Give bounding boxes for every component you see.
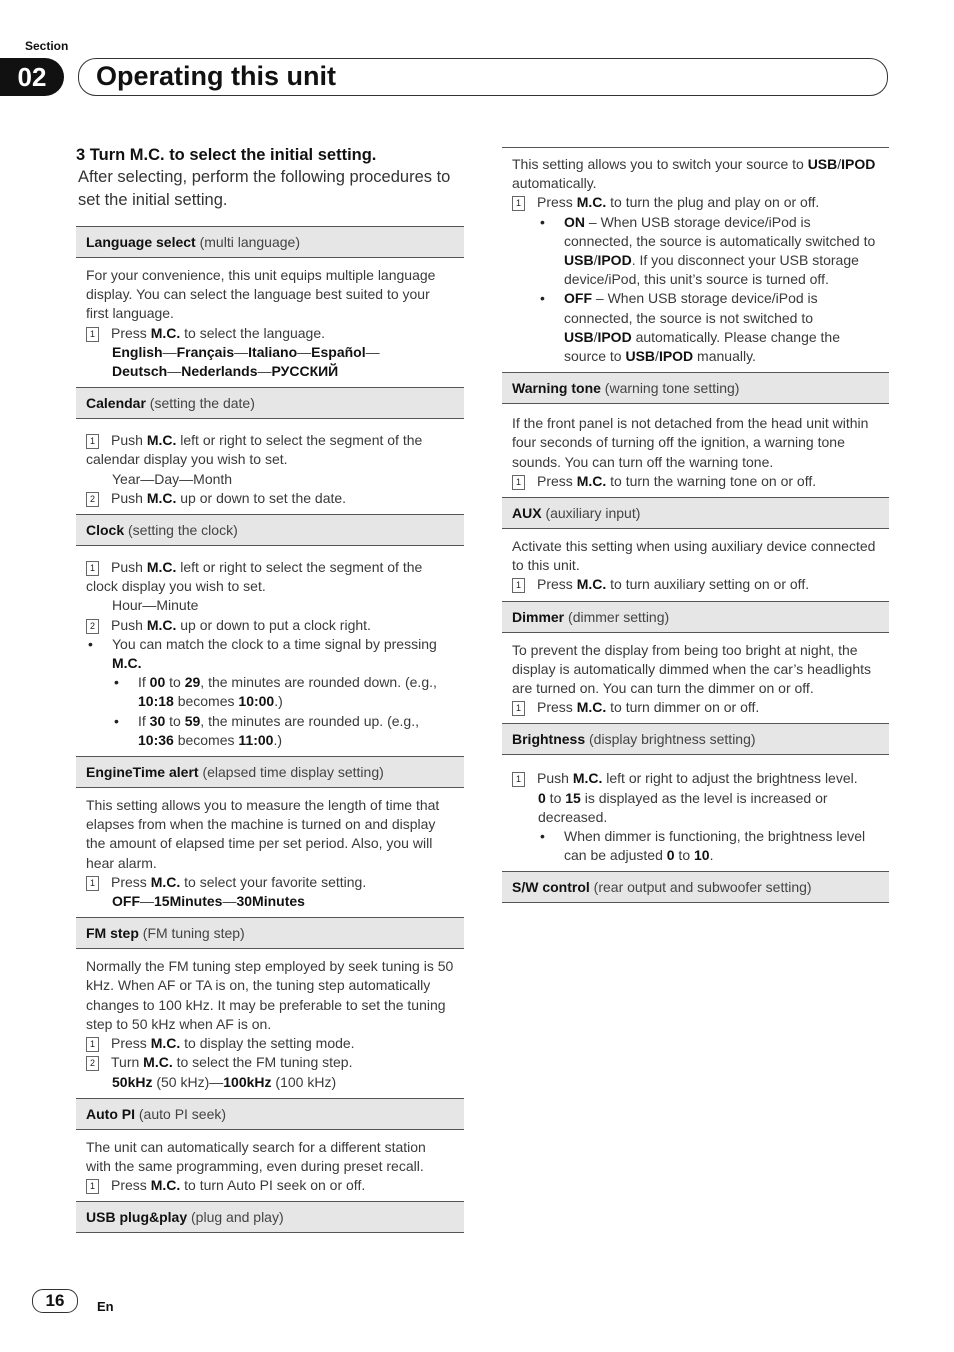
step-number: 2: [86, 1056, 99, 1071]
setting-text: To prevent the display from being too bright at night, the display is automatically dimmed when the car’s headlights are turned on. You can turn the dimmer on or off.: [512, 641, 871, 697]
setting-desc: (multi language): [195, 234, 300, 250]
aux-header: AUX (auxiliary input): [502, 497, 889, 529]
step-3-heading: 3 Turn M.C. to select the initial setting.: [76, 146, 377, 164]
warning-tone-header: Warning tone (warning tone setting): [502, 372, 889, 404]
section-label: Section: [25, 39, 69, 53]
setting-text: If the front panel is not detached from the head unit within four seconds of turning off the ignition, a warning tone sounds. You can turn off the warning tone.: [512, 415, 869, 470]
setting-text: This setting allows you to switch your source to USB/IPOD automatically.: [512, 156, 876, 192]
language-options: English—Français—Italiano—Español— Deutsch—Nederlands—РУССКИЙ: [112, 343, 380, 380]
step-item: 1 Press M.C. to select your favorite setting.: [86, 873, 454, 892]
step-3-intro: After selecting, perform the following procedures to set the initial setting.: [78, 168, 451, 209]
setting-text: This setting allows you to measure the length of time that elapses from when the machine is turned on and display the amount of elapsed time per set period. Also, you will hear alarm.: [86, 797, 440, 871]
setting-text: For your convenience, this unit equips multiple language display. You can select the language best suited to your first language.: [86, 267, 436, 322]
calendar-order: Year—Day—Month: [112, 470, 233, 487]
dimmer-body: [502, 633, 889, 724]
bullet-item: • You can match the clock to a time signal by pressing M.C.: [86, 635, 454, 673]
warning-tone-body: [502, 404, 889, 497]
clock-body: [76, 546, 464, 756]
bullet-item: • When dimmer is functioning, the brightness level can be adjusted 0 to 10.: [512, 827, 879, 865]
step-number: 2: [86, 492, 99, 507]
step-item: 1 Push M.C. left or right to adjust the brightness level.: [512, 769, 879, 788]
step-number: 1: [512, 578, 525, 593]
language-select-header: [76, 226, 464, 258]
section-number-badge: 02: [0, 58, 64, 96]
step-item: 1 Press M.C. to turn the plug and play on or off.: [512, 193, 879, 212]
setting-text: Normally the FM tuning step employed by seek tuning is 50 kHz. When AF or TA is on, the tuning step automatically changes to 100 kHz. It may be preferable to set the tuning step to 50 kHz when AF is on.: [86, 958, 454, 1032]
bullet-item: • ON – When USB storage device/iPod is connected, the source is automatically switched to USB/IPOD. If you disconnect your USB storage device/iPod, this unit’s source is turned off.: [512, 213, 879, 290]
step-number: 1: [86, 1037, 99, 1052]
step-item: 1 Press M.C. to select the language.: [86, 324, 454, 343]
step-item: 1 Push M.C. left or right to select the segment of the clock display you wish to set.: [86, 559, 423, 595]
left-column: [76, 144, 464, 1233]
enginetime-body: [76, 788, 464, 917]
brightness-header: Brightness (display brightness setting): [502, 723, 889, 755]
fm-step-header: FM step (FM tuning step): [76, 917, 464, 949]
step-item: 2 Push M.C. up or down to set the date.: [86, 489, 454, 508]
right-column: [502, 147, 889, 903]
step-number: 1: [86, 327, 99, 342]
step-number: 1: [86, 561, 99, 576]
step-item: 1 Push M.C. left or right to select the segment of the calendar display you wish to set.: [86, 432, 423, 468]
brightness-body: [502, 755, 889, 871]
setting-text: Activate this setting when using auxiliary device connected to this unit.: [512, 538, 876, 574]
step-item: 2 Push M.C. up or down to put a clock right.: [86, 616, 454, 635]
engine-options: OFF—15Minutes—30Minutes: [112, 893, 305, 910]
step-number: 2: [86, 619, 99, 634]
step-number: 1: [512, 475, 525, 490]
step-number: 1: [86, 876, 99, 891]
step-item: 1 Press M.C. to turn auxiliary setting on or off.: [512, 575, 879, 594]
step-number: 1: [512, 701, 525, 716]
bullet-item: • If 00 to 29, the minutes are rounded down. (e.g., 10:18 becomes 10:00.): [86, 673, 454, 711]
step-item: 2 Turn M.C. to select the FM tuning step.: [86, 1053, 454, 1072]
usb-plug-play-body: [502, 147, 889, 372]
bullet-item: • If 30 to 59, the minutes are rounded up. (e.g., 10:36 becomes 11:00.): [86, 712, 454, 750]
step-item: 1 Press M.C. to turn the warning tone on or off.: [512, 472, 879, 491]
usb-plug-play-header: USB plug&play (plug and play): [76, 1201, 464, 1233]
step-item: 1 Press M.C. to turn dimmer on or off.: [512, 698, 879, 717]
auto-pi-header: Auto PI (auto PI seek): [76, 1098, 464, 1130]
calendar-body: [76, 419, 464, 514]
step-item: 1 Press M.C. to display the setting mode.: [86, 1034, 454, 1053]
setting-name: Language select: [86, 234, 196, 250]
step-number: 1: [512, 772, 525, 787]
step-number: 1: [86, 434, 99, 449]
enginetime-header: EngineTime alert (elapsed time display setting): [76, 756, 464, 788]
auto-pi-body: [76, 1130, 464, 1202]
aux-body: [502, 529, 889, 601]
sw-control-header: S/W control (rear output and subwoofer setting): [502, 871, 889, 903]
bullet-item: • OFF – When USB storage device/iPod is connected, the source is not switched to USB/IPOD automatically. Please change the source to USB/IPOD manually.: [512, 289, 879, 366]
step-number: 1: [86, 1179, 99, 1194]
fm-options: 50kHz (50 kHz)—100kHz (100 kHz): [112, 1073, 337, 1090]
calendar-header: Calendar (setting the date): [76, 387, 464, 419]
dimmer-header: Dimmer (dimmer setting): [502, 601, 889, 633]
setting-text: The unit can automatically search for a different station with the same programming, even during preset recall.: [86, 1138, 426, 1174]
page-number: 16: [32, 1289, 78, 1313]
step-item: 1 Press M.C. to turn Auto PI seek on or off.: [86, 1176, 454, 1195]
clock-header: Clock (setting the clock): [76, 514, 464, 546]
fm-step-body: [76, 949, 464, 1097]
page-title: Operating this unit: [96, 61, 336, 91]
brightness-range: 0 to 15 is displayed as the level is increased or decreased.: [538, 789, 828, 825]
language-select-body: [76, 258, 464, 387]
clock-order: Hour—Minute: [112, 597, 199, 614]
step-number: 1: [512, 196, 525, 211]
language-code: En: [97, 1299, 114, 1314]
